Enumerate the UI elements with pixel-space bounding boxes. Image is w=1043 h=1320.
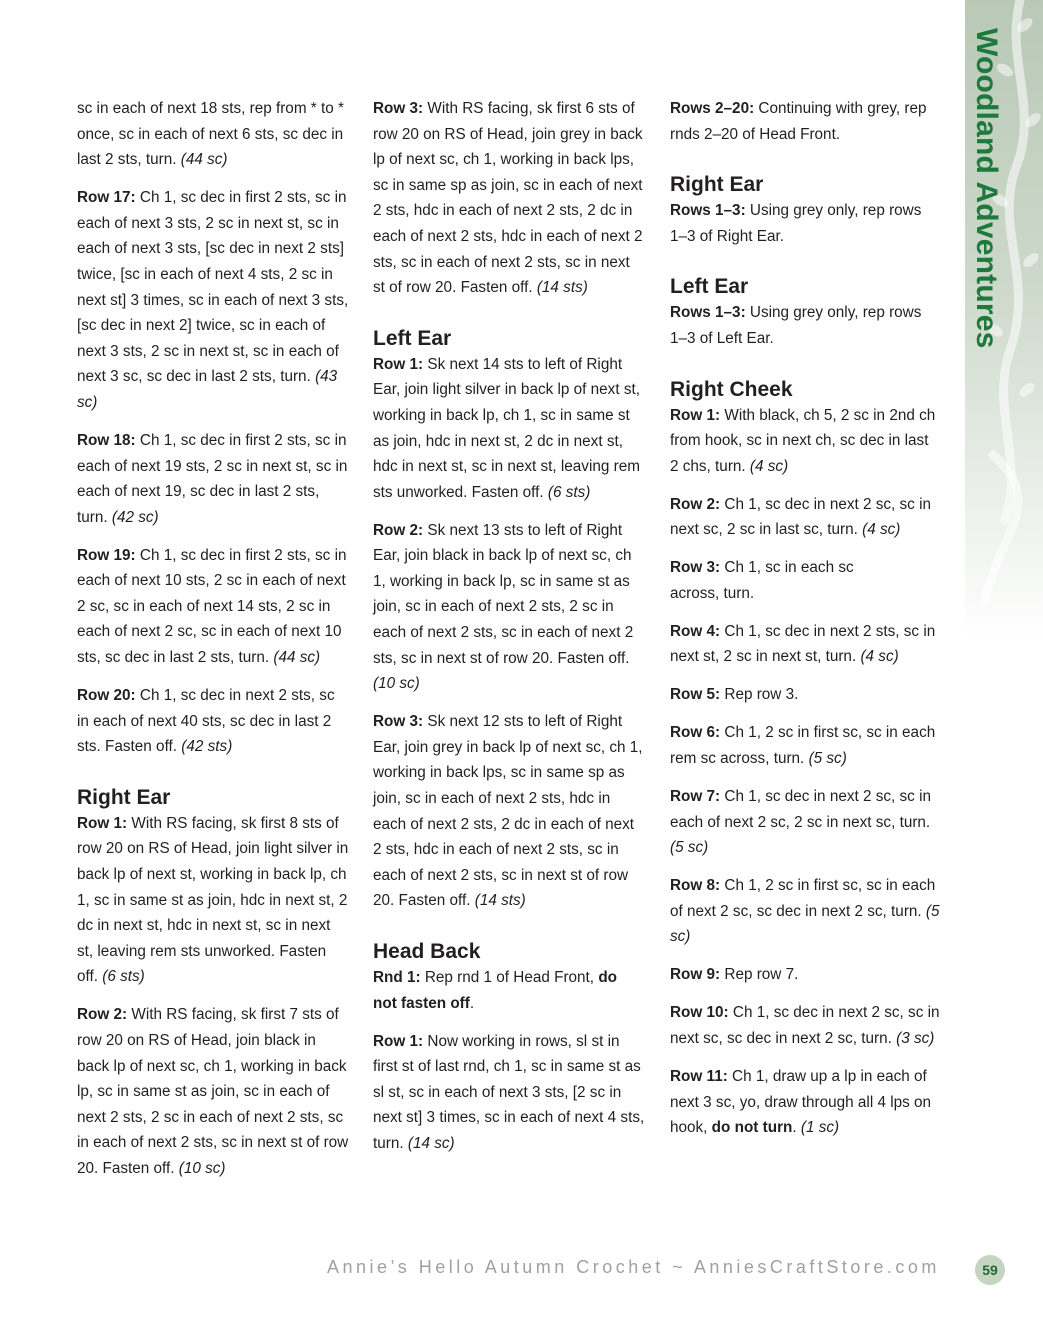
column-2 bbox=[373, 96, 645, 1169]
sidebar-title: Woodland Adventures bbox=[970, 28, 1003, 349]
section-heading-right-ear: Right Ear bbox=[77, 785, 171, 809]
paragraph-row-17: Row 17: Ch 1, sc dec in first 2 sts, sc in each of next 3 sts, 2 sc in next st, sc in each of next 3 sts, [sc dec in next 2 sts] twice, [sc in each of next 4 sts, 2 sc in next st] 3 times, sc in each of next 3 sts, [sc dec in next 2] twice, sc in each of next 3 sts, 2 sc in next st, sc in each of next 3 sc, sc dec in last 2 sts, turn. (43 sc) bbox=[77, 189, 349, 411]
footer-text: Annie’s Hello Autumn Crochet ~ AnniesCraftStore.com bbox=[327, 1257, 940, 1277]
paragraph-row-19: Row 19: Ch 1, sc dec in first 2 sts, sc in each of next 10 sts, 2 sc in each of next 2 sc, sc in each of next 14 sts, 2 sc in each of next 2 sc, sc in each of next 10 sts, sc dec in last 2 sts, turn. (44 sc) bbox=[77, 546, 347, 667]
paragraph-row-6: Row 6: Ch 1, 2 sc in first sc, sc in each rem sc across, turn. (5 sc) bbox=[670, 724, 936, 768]
paragraph-row-1: Row 1: Now working in rows, sl st in first st of last rnd, ch 1, sc in same st as sl st, sc in each of next 3 sts, [2 sc in next st] 3 times, sc in each of next 4 sts, turn. (14 sc) bbox=[373, 1032, 645, 1152]
paragraph-row-4: Row 4: Ch 1, sc dec in next 2 sts, sc in next st, 2 sc in next st, turn. (4 sc) bbox=[670, 622, 936, 666]
paragraph-row-5: Row 5: Rep row 3. bbox=[670, 686, 799, 704]
paragraph-row-8: Row 8: Ch 1, 2 sc in first sc, sc in each of next 2 sc, sc dec in next 2 sc, turn. (5 sc) bbox=[670, 877, 940, 946]
column-1 bbox=[77, 96, 349, 1194]
section-heading-head-back: Head Back bbox=[373, 940, 481, 963]
page-number: 59 bbox=[975, 1255, 1005, 1285]
paragraph-row-3: Row 3: With RS facing, sk first 6 sts of row 20 on RS of Head, join grey in back lp of next sc, ch 1, working in back lps, sc in same sp as join, sc in each of next 2 sts, hdc in each of next 2 sts, 2 dc in each of next 2 sts, hdc in each of next 2 sts, sc in each of next 2 sts, sc in next st of row 20. Fasten off. (14 sts) bbox=[373, 100, 643, 297]
section-heading-left-ear: Left Ear bbox=[373, 326, 452, 350]
paragraph-row-2: Row 2: With RS facing, sk first 7 sts of row 20 on RS of Head, join black in back lp of next sc, ch 1, working in back lp, sc in same st as join, sc in each of next 2 sts, 2 sc in each of next 2 sts, sc in each of next 2 sts, sc in next st of row 20. Fasten off. (10 sc) bbox=[77, 1006, 349, 1177]
paragraph-row-11: Row 11: Ch 1, draw up a lp in each of next 3 sc, yo, draw through all 4 lps on hook, do not turn. (1 sc) bbox=[670, 1067, 932, 1137]
paragraph-row-1: Row 1: With black, ch 5, 2 sc in 2nd ch from hook, sc in next ch, sc dec in last 2 chs, turn. (4 sc) bbox=[670, 406, 936, 475]
paragraph-row-3: Row 3: Sk next 12 sts to left of Right Ear, join grey in back lp of next sc, ch 1, working in back lps, sc in same sp as join, sc in each of next 2 sts, hdc in each of next 2 sts, 2 dc in each of next 2 sts, hdc in each of next 2 sts, sc in each of next 2 sts, sc in next st of row 20. Fasten off. (14 sts) bbox=[373, 713, 643, 910]
paragraph-row-1: Row 1: With RS facing, sk first 8 sts of row 20 on RS of Head, join light silver in back lp of next st, working in back lp, ch 1, sc in same st as join, hdc in next st, 2 dc in next st, hdc in next st, sc in next st, leaving rem sts unworked. Fasten off. (6 sts) bbox=[77, 814, 349, 986]
section-heading-right-ear: Right Ear bbox=[670, 173, 764, 197]
section-heading-left-ear: Left Ear bbox=[670, 275, 749, 299]
paragraph-row-7: Row 7: Ch 1, sc dec in next 2 sc, sc in each of next 2 sc, 2 sc in next sc, turn. (5 sc) bbox=[670, 788, 931, 857]
paragraph-row-3: Row 3: Ch 1, sc in each sc across, turn. bbox=[670, 559, 854, 602]
paragraph-row-2: Row 2: Sk next 13 sts to left of Right Ear, join black in back lp of next sc, ch 1, working in back lp, sc in same st as join, sc in each of next 2 sts, 2 sc in each of next 2 sts, sc in each of next 2 sts, sc in next st of row 20. Fasten off. (10 sc) bbox=[373, 521, 634, 693]
column-3 bbox=[670, 96, 940, 1153]
paragraph-rnd-1: Rnd 1: Rep rnd 1 of Head Front, do not fasten off. bbox=[373, 969, 618, 1012]
paragraph-rows-1-3: Rows 1–3: Using grey only, rep rows 1–3 of Left Ear. bbox=[670, 304, 922, 347]
section-heading-right-cheek: Right Cheek bbox=[670, 377, 793, 401]
paragraph-row-2: Row 2: Ch 1, sc dec in next 2 sc, sc in next sc, 2 sc in last sc, turn. (4 sc) bbox=[670, 495, 931, 539]
paragraph-rows-1-3: Rows 1–3: Using grey only, rep rows 1–3 of Right Ear. bbox=[670, 202, 922, 245]
paragraph-row-10: Row 10: Ch 1, sc dec in next 2 sc, sc in next sc, sc dec in next 2 sc, turn. (3 sc) bbox=[670, 1004, 940, 1047]
paragraph-row-9: Row 9: Rep row 7. bbox=[670, 966, 799, 984]
paragraph-row-1: Row 1: Sk next 14 sts to left of Right Ear, join light silver in back lp of next st, working in back lp, ch 1, sc in same st as join, hdc in next st, 2 dc in next st, hdc in next st, sc in next st, leaving rem sts unworked. Fasten off. (6 sts) bbox=[373, 355, 640, 501]
paragraph-rows-2-20: Rows 2–20: Continuing with grey, rep rnds 2–20 of Head Front. bbox=[670, 100, 927, 143]
paragraph-row-18: Row 18: Ch 1, sc dec in first 2 sts, sc in each of next 19 sts, 2 sc in next st, sc in each of next 19, sc dec in last 2 sts, turn. (42 sc) bbox=[77, 431, 348, 526]
paragraph: sc in each of next 18 sts, rep from * to * once, sc in each of next 6 sts, sc dec in last 2 sts, turn. (44 sc) bbox=[77, 100, 344, 169]
paragraph-row-20: Row 20: Ch 1, sc dec in next 2 sts, sc in each of next 40 sts, sc dec in last 2 sts. Fasten off. (42 sts) bbox=[77, 687, 335, 756]
